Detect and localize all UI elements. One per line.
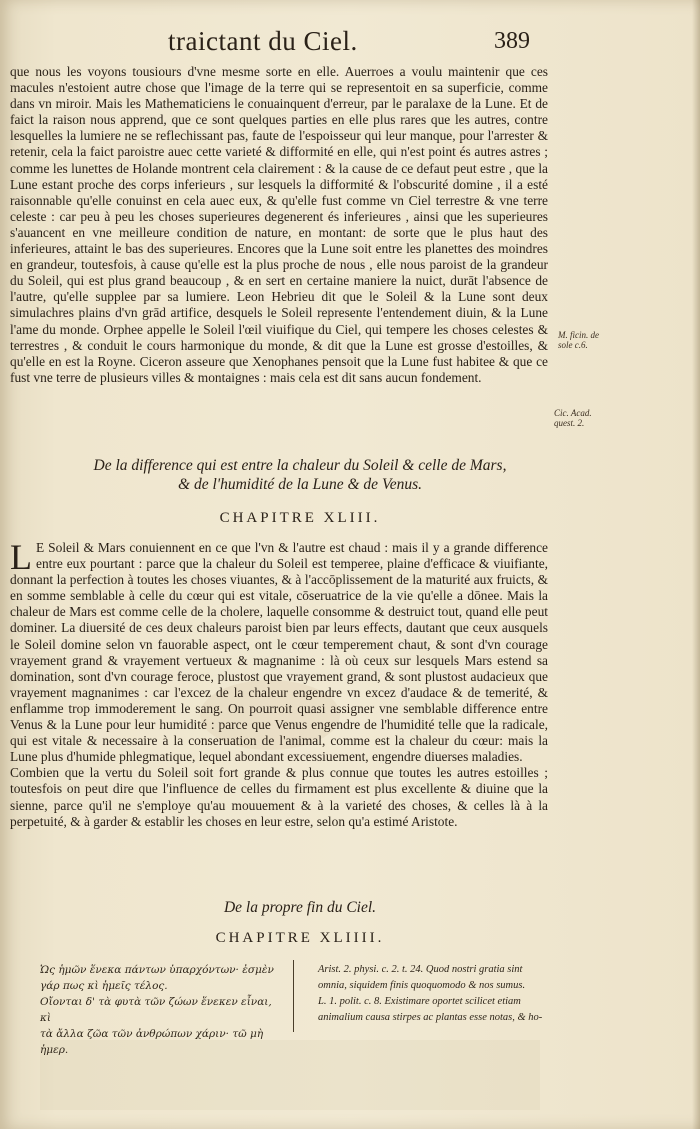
latin-footnote	[318, 962, 568, 1026]
drop-cap: L	[10, 537, 32, 577]
footnote-line: Ὡς ἡμῶν ἕνεκα πάντων ὑπαρχόντων· ἐσμὲν	[40, 964, 274, 976]
section-heading: De la propre fin du Ciel.	[223, 899, 377, 916]
continued-text-block	[10, 64, 548, 386]
footnote-line: Οἴονται δ' τὰ φυτὰ τῶν ζώων ἕνεκεν εἶναι, κὶ	[40, 996, 272, 1024]
chapter-paragraph	[10, 537, 548, 765]
margin-note: M. ficin. de sole c.6.	[558, 330, 599, 350]
footnote-line: omnia, siquidem finis quoquomodo & nos sumus.	[318, 980, 526, 991]
chapter-heading: CHAPITRE XLIII.	[219, 510, 381, 526]
greek-footnote	[40, 962, 280, 1058]
footnote-line: animalium causa stirpes ac plantas esse notas, & ho-	[318, 1012, 543, 1023]
footnote-line: Arist. 2. physi. c. 2. t. 24. Quod nostri gratia sint	[318, 964, 523, 975]
chapter-heading: CHAPITRE XLIIII.	[215, 930, 385, 946]
paragraph-text: E Soleil & Mars conuiennent en ce que l'vn & l'autre est chaud : mais il y a grande difference entre eux pourtant : parce que la chaleur du Soleil est temperee, plaine d'efficace & viuifiante, donnant la perfection à toutes les choses viuantes, & à l'accōplissement de la maturité aux fruicts, & en somme semblable à celle du cœur qui est vitale, cōseruatrice de la vie qu'elle a dōnee. Mais la chaleur de Mars est comme celle de la cholere, laquelle consomme & destruict tout, quand elle peut dominer. La diuersité de ces deux chaleurs paroist bien par leurs effects, dautant que ceux ausquels le Soleil domine selon vn fauorable aspect, ont le cœur temperement chaut, & sont d'vn courage vrayement grand & vrayement vertueux & magnanime : là où ceux sur lesquels Mars estend sa domination, sont d'vn courage feroce, plustost que vrayement grand, & sont plustost audacieux que vrayement magnanimes : car l'excez de la chaleur engendre vn excez d'audace & de temerité, & enflamme trop immoderement le sang. On pourroit quasi assigner vne semblable difference entre Venus & la Lune pour leur humidité : parce que Venus engendre de l'humidité telle que la radicale, qui est vitale & necessaire à la conseruation de l'animal, comme est la chaleur du cœur: mais la Lune plus d'humide phlegmatique, lequel abondant excessiuement, engendre diuerses maladies.	[10, 540, 548, 765]
chapter-paragraph: Combien que la vertu du Soleil soit fort grande & plus connue que toutes les autres estoilles ; toutesfois on peut dire que l'influence de celles du firmament est plus excellente & diuine que la sienne, parce qu'il ne s'employe qu'au mouuement & à la varieté des choses, & celles là à la perpetuité, & à garder & establir les choses en leur estre, selon qu'a estimé Aristote.	[10, 765, 548, 829]
footnote-line: τὰ ἄλλα ζῶα τῶν ἀνθρώπων χάριν· τῶ μὴ ἡμερ.	[40, 1028, 264, 1056]
footnote-line: L. 1. polit. c. 8. Existimare oportet scilicet etiam	[318, 996, 521, 1007]
page-number: 389	[494, 28, 530, 54]
chapter-text-block	[10, 537, 548, 830]
footnote-divider	[293, 960, 294, 1032]
running-title: traictant du Ciel.	[168, 26, 358, 56]
section-heading	[40, 456, 560, 494]
page-edge-shadow	[692, 0, 700, 1129]
page-header	[0, 26, 700, 60]
section-heading-line: & de l'humidité de la Lune & de Venus.	[178, 476, 422, 493]
footnote-line: γάρ πως κὶ ἡμεῖς τέλος.	[40, 980, 168, 992]
body-paragraph: que nous les voyons tousiours d'vne mesme sorte en elle. Auerroes a voulu maintenir que ces macules n'estoient autre chose que l'image de la terre qui se representoit en sa superficie, comme dans vn miroir. Mais les Mathematiciens le conuainquent d'erreur, par le paralaxe de la Lune. Et de faict la raison nous apprend, que ce sont quelques parties en elle plus rares que les autres, contre lesquelles la lumiere ne se reflechissant pas, faute de l'espoisseur qui leur manque, pour l'arrester & retenir, cela la faict paroistre auec cette varieté & difformité en elle, qui n'est point és autres astres ; comme les lunettes de Holande montrent cela clairement : & la cause de ce defaut peut estre , que la Lune estant proche des corps inferieurs , sur lesquels la difformité & l'obscurité domine , il a esté raisonnable qu'elle conuinst en cela auec eux, & qu'elle fust comme vn Ciel terrestre & vne terre celeste : car peu à peu les choses superieures degenerent és inferieures , ainsi que les superieures s'auancent en vne meilleure condition de nature, en montant: de sorte que le plus haut des inferieures, attaint le bas des superieures. Encores que la Lune soit entre les planettes des moindres en grandeur, toutesfois, à cause qu'elle est la plus proche de nous , elle nous paroist de la grandeur du Soleil, qui est plus grand beaucoup , & en sert en certaine maniere la nuict, durāt l'absence de l'autre, qu'elle supplee par sa lumiere. Leon Hebrieu dit que le Soleil & la Lune sont deux simulachres plains d'vn grād artifice, desquels le Soleil represente l'entendement diuin, & la Lune l'ame du monde. Orphee appelle le Soleil l'œil viuifique du Ciel, qui tempere les choses celestes & terrestres , & conduit le cours harmonique du monde, & dit que la Lune est grosse d'estoilles, & qu'elle en est la Royne. Ciceron asseure que Xenophanes pensoit que la Lune fust habitee & que ce fust vne terre de plusieurs villes & montaignes : mais cela est dit sans aucun fondement.	[10, 64, 548, 385]
section-heading-line: De la difference qui est entre la chaleur du Soleil & celle de Mars,	[93, 457, 507, 474]
margin-note: Cic. Acad. quest. 2.	[554, 408, 592, 428]
